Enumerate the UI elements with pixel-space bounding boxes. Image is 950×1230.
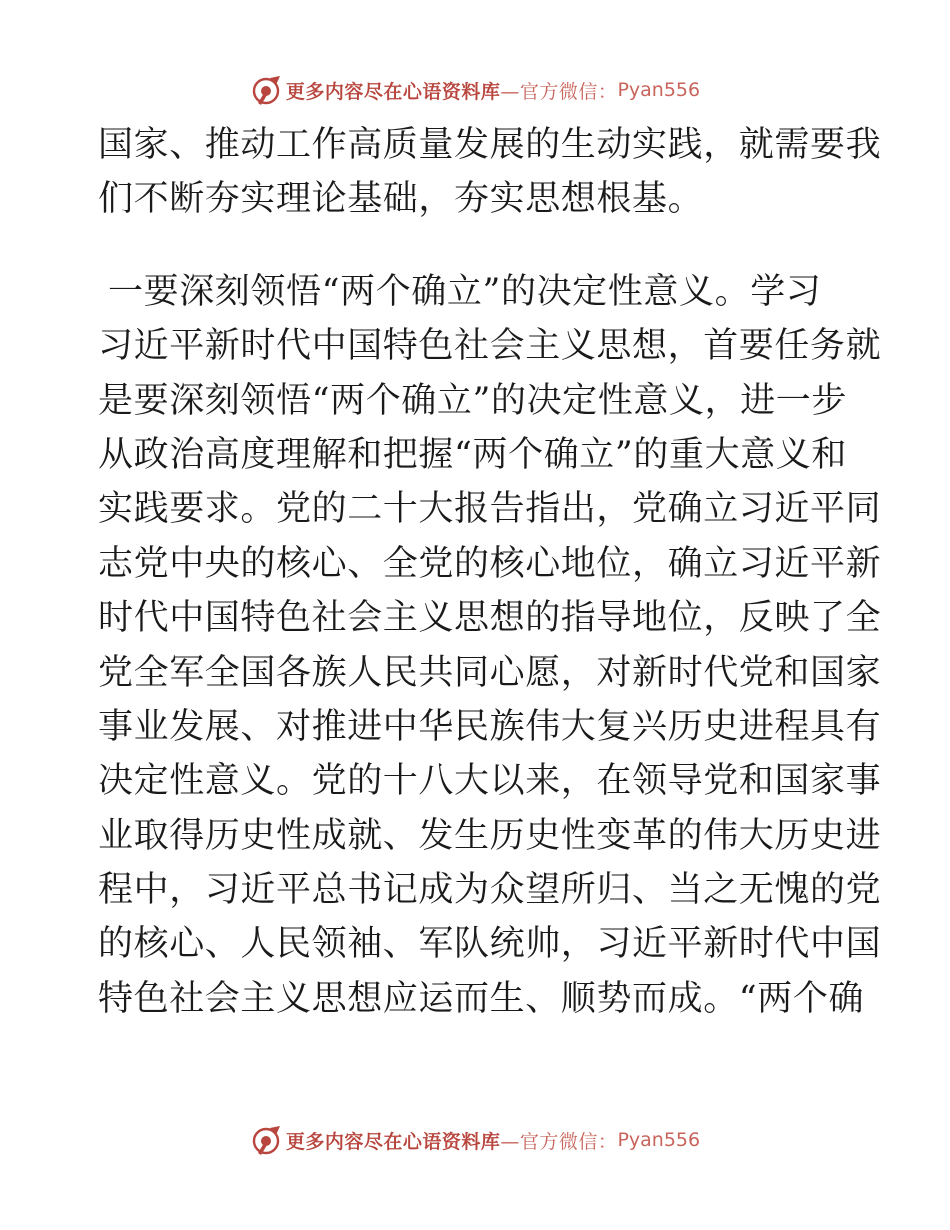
banner-wechat-id: Pyan556 [617, 79, 701, 101]
banner-main-text: 更多内容尽在心语资料库 [285, 80, 501, 103]
banner-separator-text: —官方微信： [500, 80, 618, 103]
banner-wechat-id: Pyan556 [617, 1129, 701, 1151]
pen-nib-seal-icon [250, 1124, 282, 1156]
banner-main-text: 更多内容尽在心语资料库 [285, 1130, 501, 1153]
text-line: 国家、推动工作高质量发展的生动实践，就需要我 [98, 125, 882, 165]
text-line: 是要深刻领悟“两个确立”的决定性意义，进一步 [98, 380, 847, 421]
header-banner [0, 72, 950, 108]
document-body [98, 118, 882, 1026]
text-line: 时代中国特色社会主义思想的指导地位，反映了全 [98, 598, 882, 639]
text-line: 业取得历史性成就、发生历史性变革的伟大历史进 [98, 815, 882, 856]
paragraph-2 [98, 265, 882, 1026]
text-line: 从政治高度理解和把握“两个确立”的重大意义和 [98, 434, 847, 475]
text-line: 决定性意义。党的十八大以来，在领导党和国家事 [98, 761, 882, 802]
banner-separator-text: —官方微信： [500, 1130, 618, 1153]
text-line: 们不断夯实理论基础，夯实思想根基。 [98, 179, 704, 220]
footer-banner [0, 1122, 950, 1158]
text-line: 的核心、人民领袖、军队统帅，习近平新时代中国 [98, 924, 882, 965]
text-line: 程中，习近平总书记成为众望所归、当之无愧的党 [98, 870, 882, 911]
text-line: 习近平新时代中国特色社会主义思想，首要任务就 [98, 326, 882, 367]
text-line: 实践要求。党的二十大报告指出，党确立习近平同 [98, 489, 882, 530]
text-line: 事业发展、对推进中华民族伟大复兴历史进程具有 [98, 706, 882, 747]
text-line: 一要深刻领悟“两个确立”的决定性意义。学习 [108, 271, 822, 312]
text-line: 特色社会主义思想应运而生、顺势而成。“两个确 [98, 978, 865, 1019]
pen-nib-seal-icon [250, 74, 282, 106]
paragraph-1 [98, 118, 882, 227]
text-line: 志党中央的核心、全党的核心地位，确立习近平新 [98, 543, 882, 584]
text-line: 党全军全国各族人民共同心愿，对新时代党和国家 [98, 652, 882, 693]
